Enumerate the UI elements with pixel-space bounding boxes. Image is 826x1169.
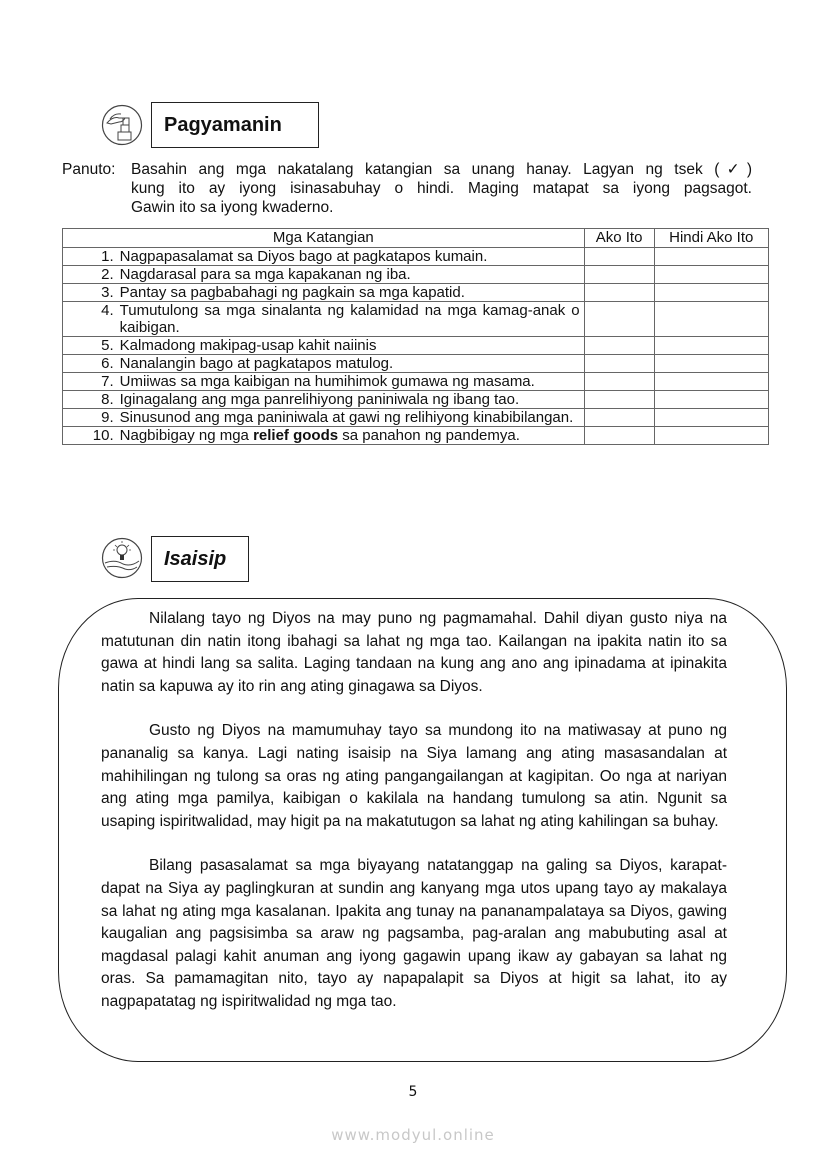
section-title-isaisip: [151, 536, 249, 582]
hindi-ako-ito-checkbox-cell[interactable]: [654, 248, 768, 266]
ako-ito-checkbox-cell[interactable]: [584, 284, 654, 302]
ako-ito-checkbox-cell[interactable]: [584, 391, 654, 409]
row-trait: Pantay sa pagbabahagi ng pagkain sa mga kapatid.: [114, 284, 584, 302]
row-number: 7.: [63, 373, 114, 391]
header-mga-katangian: Mga Katangian: [63, 229, 585, 248]
section-title-text: Isaisip: [164, 547, 227, 570]
row-trait-text: sa panahon ng pandemya.: [338, 427, 520, 444]
directions-line-3: Gawin ito sa iyong kwaderno.: [131, 199, 334, 216]
directions-label: Panuto:: [62, 161, 116, 178]
row-number: 6.: [63, 355, 114, 373]
ako-ito-checkbox-cell[interactable]: [584, 355, 654, 373]
isaisip-paragraph-3: Bilang pasasalamat sa mga biyayang natatanggap na galing sa Diyos, karapat-dapat na Siya ay paglingkuran at sundin ang kanyang mga utos upang tayo ay makalaya sa lahat ng ating mga kasalanan. Ipakita ang tunay na pananampalataya sa Diyos, gawing kaugalian ang pagsisimba sa araw ng pagsamba, pag-aralan ang mabubuting asal at magdasal palagi kahit anuman ang iyong gagawin upang ikaw ay gabayan sa lahat ng oras. Sa pamamagitan nito, tayo ay napapalapit sa Diyos at higit sa lahat, ito ay nagpapatatag ng ispiritwalidad ng mga tao.: [101, 857, 727, 1010]
ako-ito-checkbox-cell[interactable]: [584, 409, 654, 427]
ako-ito-checkbox-cell[interactable]: [584, 373, 654, 391]
hindi-ako-ito-checkbox-cell[interactable]: [654, 427, 768, 445]
row-trait: Sinusunod ang mga paniniwala at gawi ng relihiyong kinabibilangan.: [114, 409, 584, 427]
row-trait: Tumutulong sa mga sinalanta ng kalamidad na mga kamag-anak o kaibigan.: [114, 302, 584, 337]
table-row: [63, 266, 769, 284]
table-row: [63, 337, 769, 355]
table-row: [63, 427, 769, 445]
table-row: [63, 302, 769, 337]
hindi-ako-ito-checkbox-cell[interactable]: [654, 355, 768, 373]
isaisip-text: [101, 608, 727, 1014]
hand-stacking-blocks-icon: [101, 104, 143, 146]
directions-line-2: kung ito ay iyong isinasabuhay o hindi. Maging matapat sa iyong pagsagot.: [131, 180, 752, 197]
table-row: [63, 248, 769, 266]
directions-line-1: Basahin ang mga nakatalang katangian sa unang hanay. Lagyan ng tsek (✓): [131, 161, 752, 178]
row-number: 4.: [63, 302, 114, 337]
section-title-text: Pagyamanin: [164, 113, 282, 136]
ako-ito-checkbox-cell[interactable]: [584, 266, 654, 284]
directions: [62, 160, 752, 217]
row-number: 5.: [63, 337, 114, 355]
hindi-ako-ito-checkbox-cell[interactable]: [654, 373, 768, 391]
hindi-ako-ito-checkbox-cell[interactable]: [654, 391, 768, 409]
hindi-ako-ito-checkbox-cell[interactable]: [654, 284, 768, 302]
row-trait-bold-text: relief goods: [253, 427, 339, 444]
table-row: [63, 355, 769, 373]
row-trait: Iginagalang ang mga panrelihiyong paniniwala ng ibang tao.: [114, 391, 584, 409]
row-trait-text: Nagbibigay ng mga: [119, 427, 254, 444]
ako-ito-checkbox-cell[interactable]: [584, 302, 654, 337]
hindi-ako-ito-checkbox-cell[interactable]: [654, 266, 768, 284]
row-number: 10.: [63, 427, 114, 445]
header-ako-ito: Ako Ito: [584, 229, 654, 248]
row-trait: Nanalangin bago at pagkatapos matulog.: [114, 355, 584, 373]
row-number: 1.: [63, 248, 114, 266]
lightbulb-in-hand-icon: [101, 537, 143, 579]
row-number: 2.: [63, 266, 114, 284]
table-row: [63, 373, 769, 391]
table-row: [63, 391, 769, 409]
row-trait: Nagdarasal para sa mga kapakanan ng iba.: [114, 266, 584, 284]
row-trait: Kalmadong makipag-usap kahit naiinis: [114, 337, 584, 355]
ako-ito-checkbox-cell[interactable]: [584, 248, 654, 266]
hindi-ako-ito-checkbox-cell[interactable]: [654, 302, 768, 337]
header-hindi-ako-ito: Hindi Ako Ito: [654, 229, 768, 248]
traits-table: [62, 228, 769, 445]
ako-ito-checkbox-cell[interactable]: [584, 337, 654, 355]
hindi-ako-ito-checkbox-cell[interactable]: [654, 337, 768, 355]
row-trait: Umiiwas sa mga kaibigan na humihimok gumawa ng masama.: [114, 373, 584, 391]
section-title-pagyamanin: [151, 102, 319, 148]
isaisip-paragraph-2: Gusto ng Diyos na mamumuhay tayo sa mundong ito na matiwasay at puno ng pananalig sa kanya. Lagi nating isaisip na Siya lamang ang ating masasandalan at mahihilingan ng tulong sa oras ng ating pangangailangan at kagipitan. Oo nga at nariyan ang ating mga pamilya, kaibigan o kakilala na handang tumulong sa atin. Ngunit sa usaping ispiritwalidad, may higit pa na makatutugon sa lahat ng ating kahilingan sa buhay.: [101, 722, 727, 830]
row-trait: Nagpapasalamat sa Diyos bago at pagkatapos kumain.: [114, 248, 584, 266]
hindi-ako-ito-checkbox-cell[interactable]: [654, 409, 768, 427]
watermark: www.modyul.online: [331, 1126, 495, 1144]
row-number: 3.: [63, 284, 114, 302]
ako-ito-checkbox-cell[interactable]: [584, 427, 654, 445]
table-header-row: [63, 229, 769, 248]
table-row: [63, 409, 769, 427]
row-number: 8.: [63, 391, 114, 409]
isaisip-paragraph-1: Nilalang tayo ng Diyos na may puno ng pagmamahal. Dahil diyan gusto niya na matutunan din natin itong ibahagi sa lahat ng mga tao. Kailangan na ipakita natin ito sa gawa at hindi lang sa salita. Laging tandaan na kung ang ano ang ipinadama at ipinakita natin sa kapuwa ay ito rin ang ating ginagawa sa Diyos.: [101, 610, 727, 695]
page-number: 5: [408, 1084, 418, 1100]
row-trait: [114, 427, 584, 445]
table-row: [63, 284, 769, 302]
row-number: 9.: [63, 409, 114, 427]
